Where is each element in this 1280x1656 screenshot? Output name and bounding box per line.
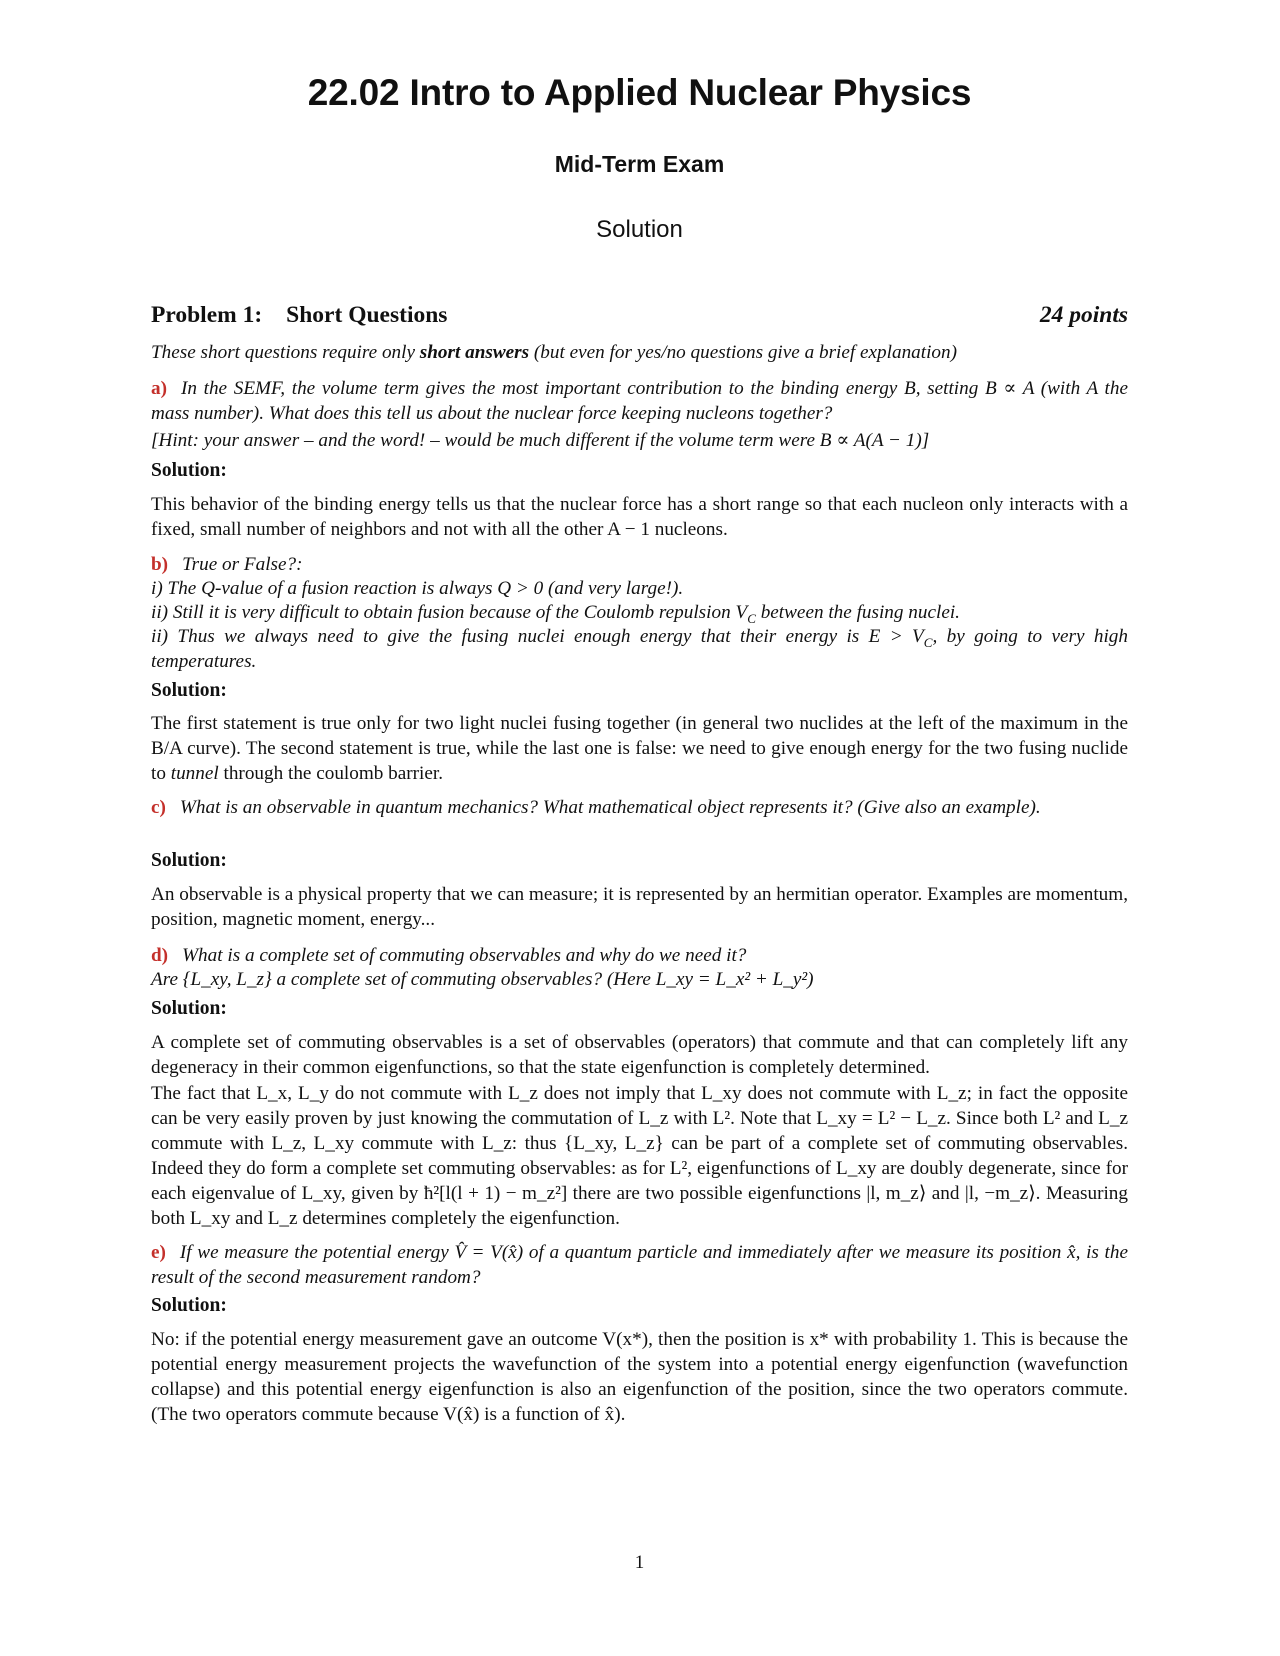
exam-page (151, 0, 1128, 1656)
page-subtitle: Mid-Term Exam (554, 151, 725, 177)
question-b-item-3-sub: C (923, 634, 933, 650)
problem-intro (151, 340, 1128, 365)
solution-label-c: Solution: (151, 850, 227, 871)
problem-points: 24 points (1039, 302, 1128, 328)
problem-header (151, 302, 1128, 329)
question-b-label: b) (151, 554, 169, 575)
solution-label-b: Solution: (151, 680, 227, 701)
answer-a: This behavior of the binding energy tells us that the nuclear force has a short range so that each nucleon only interacts with a fixed, small number of neighbors and not with all the other A − 1 nucleons. (151, 494, 1128, 540)
problem-name: Short Questions (286, 302, 448, 328)
question-b (151, 552, 1128, 577)
problem-title (151, 302, 447, 329)
page-number: 1 (634, 1552, 645, 1573)
question-e-label: e) (151, 1242, 166, 1263)
question-b-item-2-text: ii) Still it is very difficult to obtain fusion because of the Coulomb repulsion V (151, 602, 748, 623)
answer-d-1: A complete set of commuting observables is a set of observables (operators) that commute and that can completely lift any degeneracy in their common eigenfunctions, so that the state eigenfunction is completely determined. (151, 1032, 1128, 1078)
problem-label: Problem 1: (151, 302, 263, 328)
question-a (151, 376, 1128, 426)
question-b-item-2-end: between the fusing nuclei. (755, 602, 960, 623)
page-title: 22.02 Intro to Applied Nuclear Physics (307, 72, 972, 113)
question-b-item-2 (151, 600, 1128, 625)
answer-c: An observable is a physical property that we can measure; it is represented by an hermitian operator. Examples are momentum, position, magnetic moment, energy... (151, 884, 1128, 930)
question-a-text: In the SEMF, the volume term gives the most important contribution to the binding energy B, setting B ∝ A (with A the mass number). What does this tell us about the nuclear force keeping nucleons together? (151, 378, 1128, 424)
question-c-label: c) (151, 797, 166, 818)
question-b-item-3 (151, 624, 1128, 674)
solution-heading: Solution (596, 216, 683, 243)
solution-label-a: Solution: (151, 460, 227, 481)
answer-e: No: if the potential energy measurement gave an outcome V(x*), then the position is x* with probability 1. This is because the potential energy measurement projects the wavefunction of the system into a potential energy eigenfunction (wavefunction collapse) and this potential energy eigenfunction is also an eigenfunction of the position, since the two operators commute. (The two operators commute because V(x̂) is a function of x̂). (151, 1329, 1128, 1425)
answer-b-text-end: through the coulomb barrier. (218, 763, 444, 784)
question-a-hint: [Hint: your answer – and the word! – would be much different if the volume term were B ∝ A(A − 1)] (151, 430, 930, 451)
question-b-item-3-text: ii) Thus we always need to give the fusing nuclei enough energy that their energy is E > V (151, 626, 924, 647)
question-b-item-1: i) The Q-value of a fusion reaction is always Q > 0 (and very large!). (151, 578, 684, 599)
intro-text-end: (but even for yes/no questions give a brief explanation) (529, 342, 957, 363)
question-d-label: d) (151, 945, 169, 966)
answer-d-2: The fact that L_x, L_y do not commute with L_z does not imply that L_xy does not commute with L_z; in fact the opposite can be very easily proven by just knowing the commutation of L_z with L². Note that L_xy = L² − L_z. Since both L² and L_z commute with L_z, L_xy commute with L_z: thus {L_xy, L_z} can be part of a complete set of commuting observables. Indeed they do form a complete set commuting observables: as for L², eigenfunctions of L_xy are doubly degenerate, since for each eigenvalue of L_xy, given by ħ²[l(l + 1) − m_z²] there are two possible eigenfunctions |l, m_z⟩ and |l, −m_z⟩. Measuring both L_xy and L_z determines completely the eigenfunction. (151, 1083, 1128, 1229)
solution-label-d: Solution: (151, 998, 227, 1019)
solution-label-e: Solution: (151, 1295, 227, 1316)
question-b-item-3-end: , by going to very high temperatures. (151, 626, 1128, 672)
question-c (151, 795, 1128, 820)
intro-emphasis: short answers (419, 342, 530, 363)
answer-b-emphasis: tunnel (170, 763, 219, 784)
answer-b-text: The first statement is true only for two light nuclei fusing together (in general two nuclides at the left of the maximum in the B/A curve). The second statement is true, while the last one is false: we need to give enough energy for the two fusing nuclide to (151, 713, 1128, 784)
question-b-item-2-sub: C (747, 610, 756, 626)
question-d (151, 943, 1128, 968)
answer-b (151, 711, 1128, 786)
question-e-text: If we measure the potential energy V̂ = V(x̂) of a quantum particle and immediately after we measure its position x̂, is the result of the second measurement random? (151, 1242, 1128, 1288)
question-d-text: What is a complete set of commuting observables and why do we need it? (182, 945, 747, 966)
question-e (151, 1240, 1128, 1290)
question-d-text-2: Are {L_xy, L_z} a complete set of commuting observables? (Here L_xy = L_x² + L_y²) (151, 969, 814, 990)
question-b-text: True or False?: (182, 554, 303, 575)
intro-text: These short questions require only (151, 342, 420, 363)
question-a-label: a) (151, 378, 167, 399)
question-c-text: What is an observable in quantum mechanics? What mathematical object represents it? (Give also an example). (179, 797, 1041, 818)
